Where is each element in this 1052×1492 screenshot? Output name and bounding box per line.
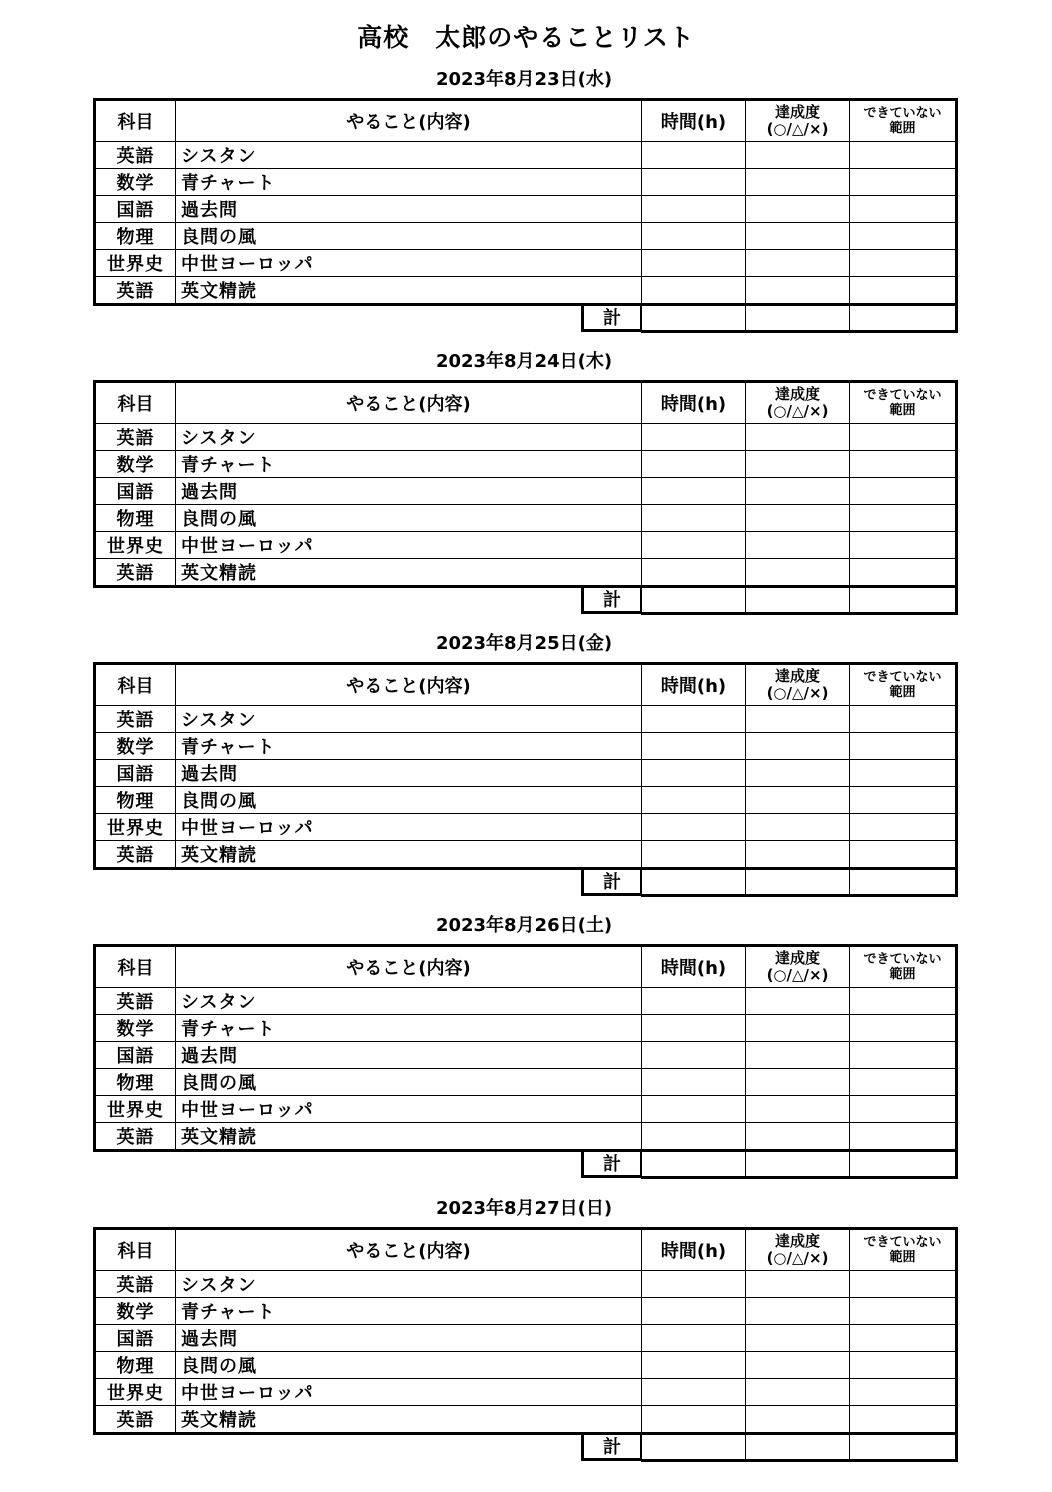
achievement-cell[interactable] [746,733,850,760]
table-row [95,142,957,169]
incomplete-cell[interactable] [850,451,957,478]
table-row [95,1096,957,1123]
day-block [93,915,955,1179]
header-incomplete-line1: できていない [863,388,942,403]
table-row [95,988,957,1015]
total-label-wrap [176,587,642,614]
total-spacer [95,869,176,896]
total-label-wrap [176,1434,642,1461]
incomplete-cell[interactable] [850,1379,957,1406]
table-row [95,841,957,869]
total-hours-cell[interactable] [642,587,746,614]
header-incomplete-line1: できていない [863,106,942,121]
subject-cell: 国語 [95,1042,176,1069]
table-row [95,706,957,733]
header-incomplete-line2: 範囲 [889,967,916,982]
hours-cell[interactable] [642,169,746,196]
hours-cell[interactable] [642,277,746,305]
hours-cell[interactable] [642,532,746,559]
header-subject: 科目 [95,1229,176,1271]
subject-cell: 英語 [95,1406,176,1434]
incomplete-cell[interactable] [850,841,957,869]
subject-cell: 英語 [95,1123,176,1151]
subject-cell: 数学 [95,1298,176,1325]
incomplete-cell[interactable] [850,1015,957,1042]
header-achievement-line1: 達成度 [774,1232,820,1250]
header-achievement [746,946,850,988]
header-incomplete-line1: できていない [863,1235,942,1250]
hours-cell[interactable] [642,424,746,451]
header-incomplete [850,946,957,988]
header-achievement [746,100,850,142]
table-row [95,451,957,478]
incomplete-cell[interactable] [850,1123,957,1151]
task-cell: 良問の風 [176,1069,642,1096]
subject-cell: 英語 [95,559,176,587]
incomplete-cell[interactable] [850,1325,957,1352]
subject-cell: 英語 [95,424,176,451]
incomplete-cell[interactable] [850,169,957,196]
header-achievement-line1: 達成度 [774,949,820,967]
achievement-cell[interactable] [746,1406,850,1434]
hours-cell[interactable] [642,1406,746,1434]
table-row [95,1298,957,1325]
total-incomplete-cell[interactable] [850,587,957,614]
page-title: 高校 太郎のやることリスト [357,23,695,52]
task-cell: 過去問 [176,196,642,223]
total-achievement-cell[interactable] [746,587,850,614]
table-row [95,787,957,814]
header-achievement [746,1229,850,1271]
table-header-row [95,100,957,142]
task-cell: シスタン [176,142,642,169]
table-row [95,1042,957,1069]
achievement-cell[interactable] [746,988,850,1015]
table-row [95,250,957,277]
hours-cell[interactable] [642,841,746,869]
hours-cell[interactable] [642,988,746,1015]
total-row [95,869,957,896]
achievement-cell[interactable] [746,424,850,451]
total-label: 計 [581,1152,641,1178]
achievement-cell[interactable] [746,478,850,505]
hours-cell[interactable] [642,196,746,223]
incomplete-cell[interactable] [850,733,957,760]
header-achievement [746,382,850,424]
total-label: 計 [581,1435,641,1461]
incomplete-cell[interactable] [850,706,957,733]
header-task: やること(内容) [176,100,642,142]
task-cell: 良問の風 [176,505,642,532]
hours-cell[interactable] [642,1298,746,1325]
subject-cell: 物理 [95,223,176,250]
subject-cell: 世界史 [95,532,176,559]
table-row [95,478,957,505]
header-hours: 時間(h) [642,946,746,988]
header-achievement-line1: 達成度 [774,667,820,685]
subject-cell: 英語 [95,706,176,733]
achievement-cell[interactable] [746,1069,850,1096]
header-incomplete-line2: 範囲 [889,403,916,418]
achievement-cell[interactable] [746,841,850,869]
hours-cell[interactable] [642,478,746,505]
incomplete-cell[interactable] [850,250,957,277]
total-label: 計 [581,870,641,896]
table-row [95,1325,957,1352]
task-cell: 英文精読 [176,277,642,305]
header-achievement-line2: (○/△/×) [766,684,829,702]
task-cell: 英文精読 [176,1406,642,1434]
header-incomplete-line2: 範囲 [889,121,916,136]
table-header-row [95,946,957,988]
total-label: 計 [581,306,641,332]
total-spacer [95,305,176,332]
incomplete-cell[interactable] [850,787,957,814]
todo-table [93,662,958,897]
task-cell: 中世ヨーロッパ [176,1379,642,1406]
day-date: 2023年8月26日(土) [435,915,613,936]
table-row [95,1015,957,1042]
header-achievement-line2: (○/△/×) [766,966,829,984]
incomplete-cell[interactable] [850,1271,957,1298]
hours-cell[interactable] [642,760,746,787]
achievement-cell[interactable] [746,1379,850,1406]
task-cell: 英文精読 [176,841,642,869]
total-label: 計 [581,588,641,614]
table-row [95,1271,957,1298]
achievement-cell[interactable] [746,1015,850,1042]
achievement-cell[interactable] [746,760,850,787]
total-label-wrap [176,869,642,896]
task-cell: 良問の風 [176,787,642,814]
task-cell: 中世ヨーロッパ [176,814,642,841]
total-incomplete-cell[interactable] [850,869,957,896]
day-date: 2023年8月24日(木) [435,351,613,372]
achievement-cell[interactable] [746,1352,850,1379]
total-row [95,1434,957,1461]
achievement-cell[interactable] [746,1123,850,1151]
header-achievement-line2: (○/△/×) [766,402,829,420]
achievement-cell[interactable] [746,1298,850,1325]
subject-cell: 物理 [95,1352,176,1379]
achievement-cell[interactable] [746,250,850,277]
subject-cell: 英語 [95,988,176,1015]
subject-cell: 世界史 [95,1379,176,1406]
total-hours-cell[interactable] [642,1151,746,1178]
total-incomplete-cell[interactable] [850,1434,957,1461]
hours-cell[interactable] [642,733,746,760]
header-incomplete [850,100,957,142]
incomplete-cell[interactable] [850,1096,957,1123]
incomplete-cell[interactable] [850,1298,957,1325]
todo-table [93,1227,958,1462]
incomplete-cell[interactable] [850,988,957,1015]
achievement-cell[interactable] [746,169,850,196]
total-achievement-cell[interactable] [746,1434,850,1461]
subject-cell: 英語 [95,1271,176,1298]
hours-cell[interactable] [642,1325,746,1352]
incomplete-cell[interactable] [850,196,957,223]
hours-cell[interactable] [642,1123,746,1151]
task-cell: 過去問 [176,760,642,787]
subject-cell: 英語 [95,142,176,169]
achievement-cell[interactable] [746,277,850,305]
achievement-cell[interactable] [746,532,850,559]
total-row [95,587,957,614]
table-row [95,532,957,559]
day-date: 2023年8月25日(金) [435,633,613,654]
table-row [95,733,957,760]
task-cell: 青チャート [176,733,642,760]
todo-table [93,98,958,333]
table-row [95,760,957,787]
day-block [93,69,955,333]
header-incomplete [850,664,957,706]
task-cell: 青チャート [176,169,642,196]
header-task: やること(内容) [176,664,642,706]
task-cell: 良問の風 [176,223,642,250]
incomplete-cell[interactable] [850,1352,957,1379]
header-achievement-line1: 達成度 [774,103,820,121]
day-block [93,351,955,615]
header-incomplete [850,1229,957,1271]
header-incomplete-line1: できていない [863,952,942,967]
subject-cell: 世界史 [95,250,176,277]
header-achievement-line1: 達成度 [774,385,820,403]
total-row [95,1151,957,1178]
task-cell: 過去問 [176,1325,642,1352]
subject-cell: 数学 [95,169,176,196]
hours-cell[interactable] [642,1096,746,1123]
header-subject: 科目 [95,382,176,424]
hours-cell[interactable] [642,1352,746,1379]
achievement-cell[interactable] [746,1042,850,1069]
incomplete-cell[interactable] [850,760,957,787]
achievement-cell[interactable] [746,142,850,169]
achievement-cell[interactable] [746,505,850,532]
task-cell: 青チャート [176,451,642,478]
header-achievement [746,664,850,706]
table-header-row [95,664,957,706]
table-header-row [95,1229,957,1271]
incomplete-cell[interactable] [850,223,957,250]
table-row [95,505,957,532]
incomplete-cell[interactable] [850,1069,957,1096]
subject-cell: 数学 [95,733,176,760]
hours-cell[interactable] [642,814,746,841]
total-label-wrap [176,1151,642,1178]
header-subject: 科目 [95,100,176,142]
table-row [95,1352,957,1379]
task-cell: 過去問 [176,1042,642,1069]
incomplete-cell[interactable] [850,532,957,559]
subject-cell: 英語 [95,841,176,869]
task-cell: シスタン [176,1271,642,1298]
header-hours: 時間(h) [642,1229,746,1271]
achievement-cell[interactable] [746,814,850,841]
task-cell: 英文精読 [176,559,642,587]
achievement-cell[interactable] [746,706,850,733]
achievement-cell[interactable] [746,559,850,587]
task-cell: シスタン [176,706,642,733]
task-cell: シスタン [176,424,642,451]
incomplete-cell[interactable] [850,559,957,587]
header-task: やること(内容) [176,946,642,988]
task-cell: 青チャート [176,1015,642,1042]
total-spacer [95,1434,176,1461]
total-achievement-cell[interactable] [746,305,850,332]
subject-cell: 数学 [95,1015,176,1042]
header-achievement-line2: (○/△/×) [766,120,829,138]
subject-cell: 国語 [95,1325,176,1352]
header-hours: 時間(h) [642,382,746,424]
achievement-cell[interactable] [746,1325,850,1352]
subject-cell: 物理 [95,1069,176,1096]
table-row [95,1069,957,1096]
incomplete-cell[interactable] [850,142,957,169]
day-block [93,633,955,897]
day-block [93,1198,955,1462]
total-row [95,305,957,332]
header-hours: 時間(h) [642,100,746,142]
subject-cell: 国語 [95,760,176,787]
total-hours-cell[interactable] [642,869,746,896]
hours-cell[interactable] [642,223,746,250]
hours-cell[interactable] [642,1271,746,1298]
table-row [95,814,957,841]
task-cell: シスタン [176,988,642,1015]
hours-cell[interactable] [642,142,746,169]
subject-cell: 英語 [95,277,176,305]
task-cell: 良問の風 [176,1352,642,1379]
table-row [95,196,957,223]
task-cell: 中世ヨーロッパ [176,250,642,277]
header-incomplete-line2: 範囲 [889,1250,916,1265]
task-cell: 英文精読 [176,1123,642,1151]
total-hours-cell[interactable] [642,1434,746,1461]
table-row [95,277,957,305]
hours-cell[interactable] [642,787,746,814]
total-spacer [95,587,176,614]
hours-cell[interactable] [642,1379,746,1406]
incomplete-cell[interactable] [850,1406,957,1434]
total-label-wrap [176,305,642,332]
task-cell: 青チャート [176,1298,642,1325]
header-incomplete [850,382,957,424]
hours-cell[interactable] [642,505,746,532]
total-achievement-cell[interactable] [746,1151,850,1178]
header-subject: 科目 [95,946,176,988]
hours-cell[interactable] [642,1069,746,1096]
table-row [95,1123,957,1151]
hours-cell[interactable] [642,1015,746,1042]
total-incomplete-cell[interactable] [850,305,957,332]
achievement-cell[interactable] [746,787,850,814]
subject-cell: 国語 [95,478,176,505]
total-spacer [95,1151,176,1178]
achievement-cell[interactable] [746,451,850,478]
table-row [95,559,957,587]
task-cell: 中世ヨーロッパ [176,1096,642,1123]
header-task: やること(内容) [176,382,642,424]
task-cell: 中世ヨーロッパ [176,532,642,559]
table-row [95,424,957,451]
hours-cell[interactable] [642,1042,746,1069]
total-achievement-cell[interactable] [746,869,850,896]
table-row [95,1379,957,1406]
header-achievement-line2: (○/△/×) [766,1249,829,1267]
achievement-cell[interactable] [746,1096,850,1123]
subject-cell: 国語 [95,196,176,223]
hours-cell[interactable] [642,250,746,277]
table-row [95,169,957,196]
incomplete-cell[interactable] [850,277,957,305]
todo-table [93,944,958,1179]
incomplete-cell[interactable] [850,1042,957,1069]
header-incomplete-line2: 範囲 [889,685,916,700]
header-incomplete-line1: できていない [863,670,942,685]
total-incomplete-cell[interactable] [850,1151,957,1178]
incomplete-cell[interactable] [850,424,957,451]
hours-cell[interactable] [642,451,746,478]
subject-cell: 物理 [95,505,176,532]
subject-cell: 数学 [95,451,176,478]
incomplete-cell[interactable] [850,505,957,532]
subject-cell: 世界史 [95,1096,176,1123]
achievement-cell[interactable] [746,223,850,250]
total-hours-cell[interactable] [642,305,746,332]
table-header-row [95,382,957,424]
achievement-cell[interactable] [746,1271,850,1298]
header-subject: 科目 [95,664,176,706]
task-cell: 過去問 [176,478,642,505]
hours-cell[interactable] [642,559,746,587]
day-date: 2023年8月27日(日) [435,1198,613,1219]
todo-table [93,380,958,615]
hours-cell[interactable] [642,706,746,733]
table-row [95,223,957,250]
header-task: やること(内容) [176,1229,642,1271]
table-row [95,1406,957,1434]
header-hours: 時間(h) [642,664,746,706]
day-date: 2023年8月23日(水) [435,69,613,90]
subject-cell: 物理 [95,787,176,814]
achievement-cell[interactable] [746,196,850,223]
subject-cell: 世界史 [95,814,176,841]
incomplete-cell[interactable] [850,478,957,505]
incomplete-cell[interactable] [850,814,957,841]
